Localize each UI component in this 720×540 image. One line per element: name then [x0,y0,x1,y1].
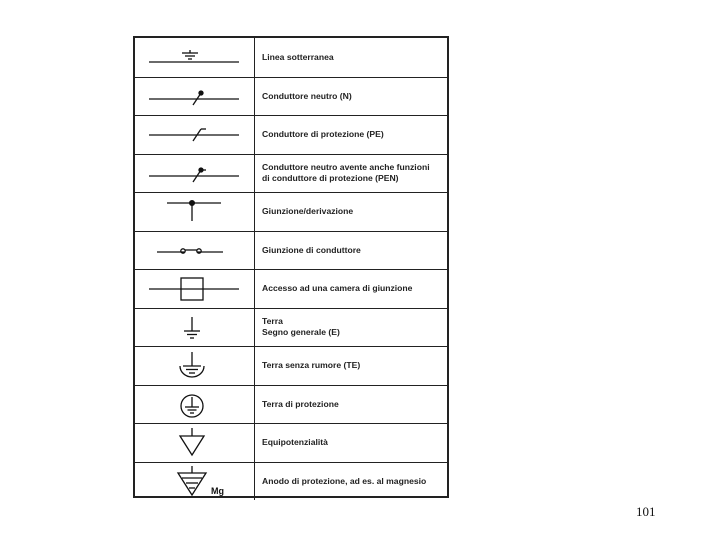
row-description: Anodo di protezione, ad es. al magnesio [262,475,427,486]
row-description: Conduttore di protezione (PE) [262,129,384,140]
row-description: Giunzione di conduttore [262,244,361,255]
table-row [135,308,447,347]
row-description: Accesso ad una camera di giunzione [262,283,413,294]
protective-earth-icon [135,386,255,424]
row-description: Terra Segno generale (E) [262,316,340,338]
pen-conductor-icon [135,155,255,193]
table-row [135,154,447,193]
junction-chamber-access-icon [135,270,255,308]
underground-line-icon [135,38,255,77]
table-row [135,346,447,385]
noiseless-earth-icon [135,347,255,385]
table-row [135,462,447,501]
row-description: Conduttore neutro (N) [262,90,352,101]
table-row [135,192,447,231]
protective-conductor-icon [135,116,255,154]
row-description: Terra senza rumore (TE) [262,360,361,371]
row-description: Giunzione/derivazione [262,206,354,217]
page-number: 101 [636,504,656,519]
equipotential-icon [135,424,255,462]
row-description: Linea sotterranea [262,51,334,62]
table-row [135,423,447,462]
earth-icon [135,309,255,347]
row-description: Equipotenzialità [262,437,328,448]
neutral-conductor-icon [135,78,255,116]
table-row [135,269,447,308]
row-description: Terra di protezione [262,398,339,409]
conductor-joint-icon [135,232,255,270]
table-row [135,115,447,154]
table-row [135,385,447,424]
sacrificial-anode-icon [135,463,255,501]
junction-icon [135,193,255,231]
anode-label: Mg [211,485,224,496]
table-row [135,38,447,77]
table-row [135,77,447,116]
row-description: Conduttore neutro avente anche funzioni di conduttore di protezione (PEN) [262,162,430,184]
symbols-table [133,36,449,498]
table-row [135,231,447,270]
